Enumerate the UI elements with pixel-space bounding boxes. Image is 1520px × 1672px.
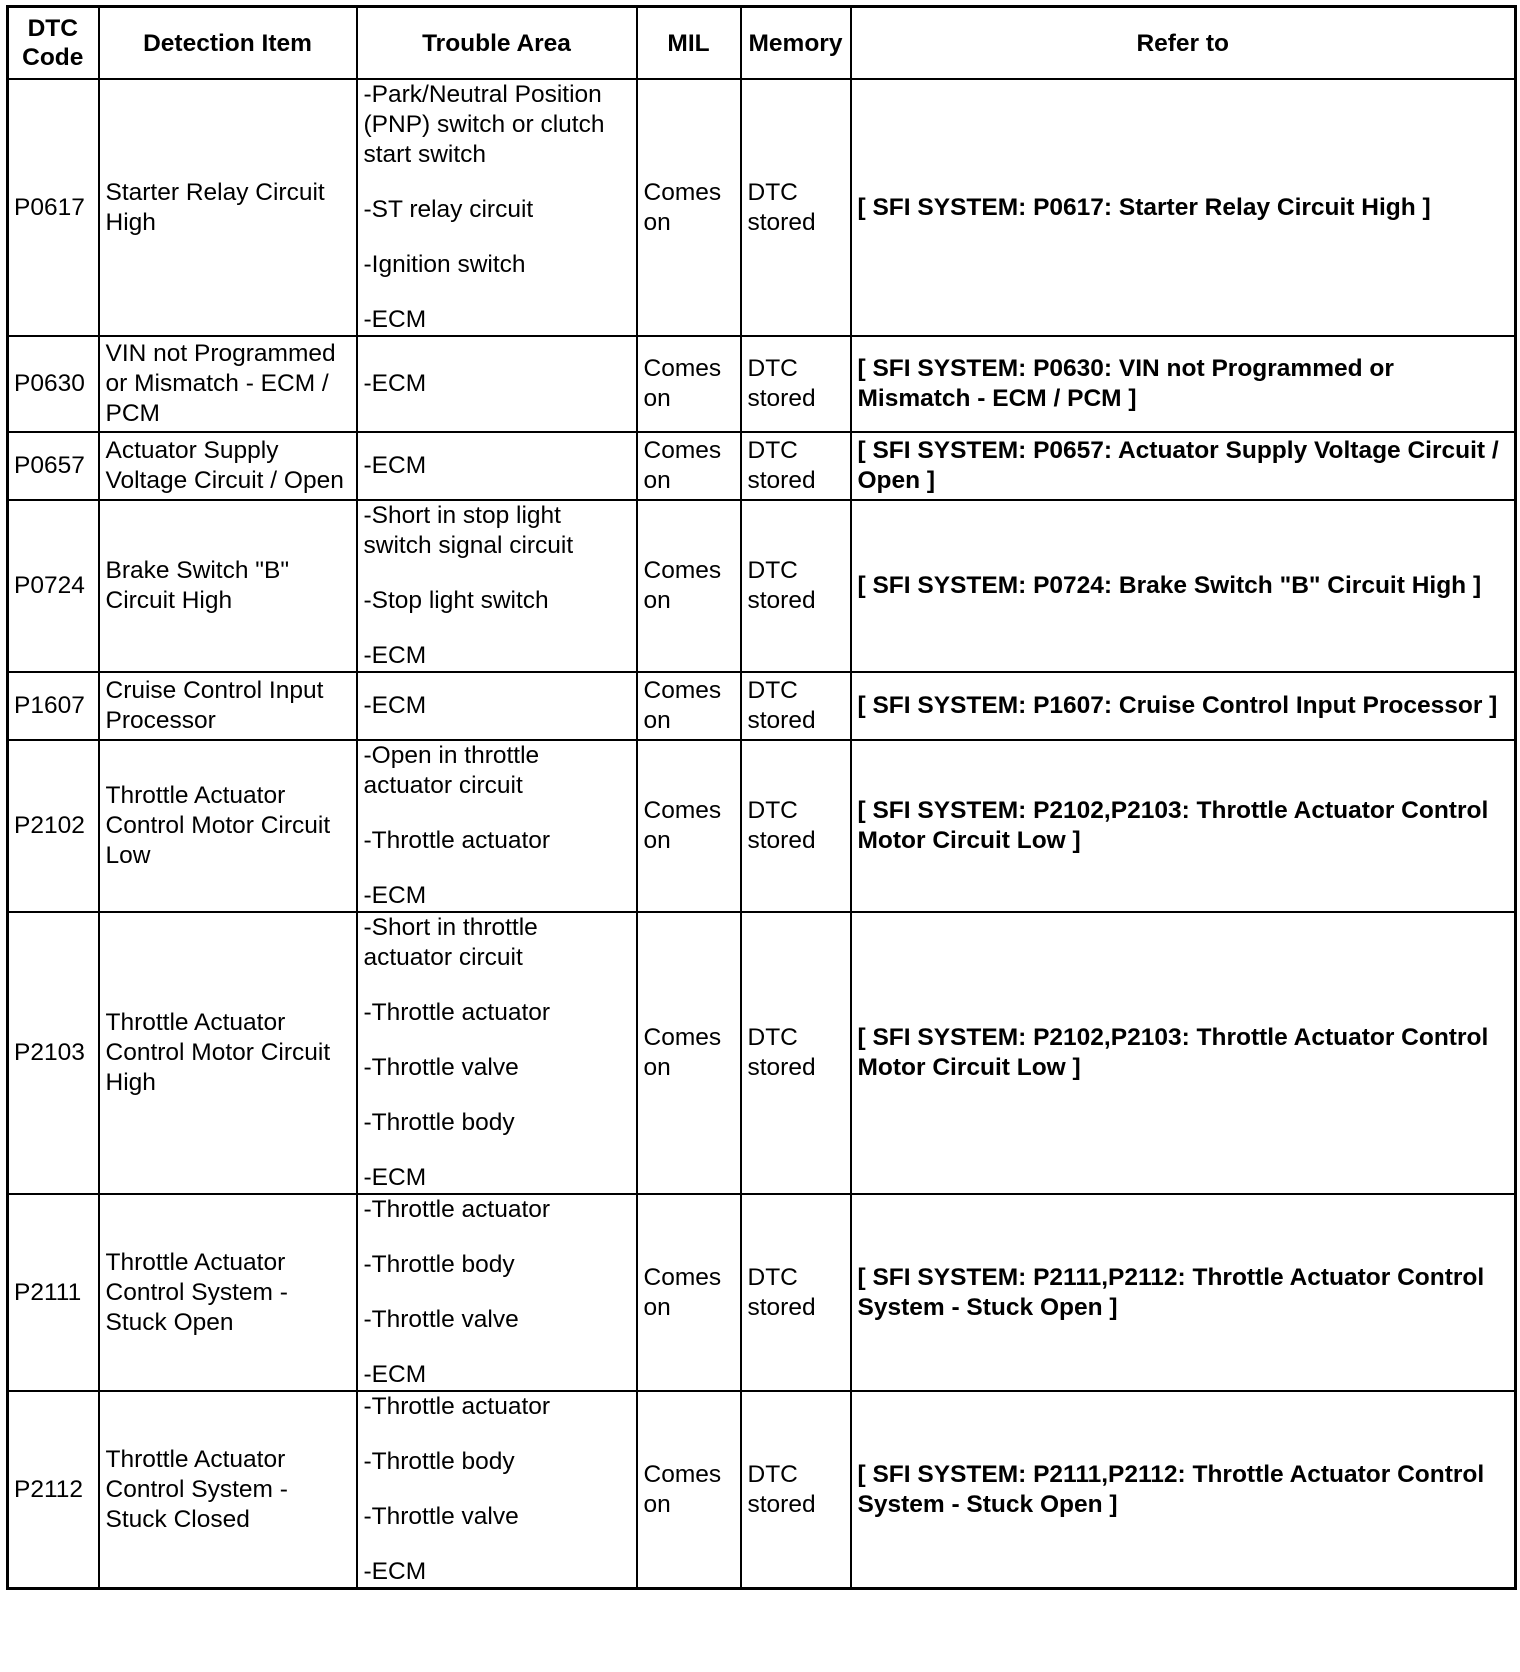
trouble-area-cell (357, 912, 637, 1194)
table-row (8, 1391, 1516, 1589)
table-row (8, 432, 1516, 500)
detection-item-cell: Starter Relay Circuit High (99, 79, 357, 336)
mil-cell: Comes on (637, 432, 741, 500)
table-row (8, 672, 1516, 740)
dtc-code-cell: P1607 (8, 672, 99, 740)
trouble-area-item: -Open in throttle actuator circuit (363, 742, 540, 799)
mil-cell: Comes on (637, 740, 741, 912)
dtc-code-cell: P0657 (8, 432, 99, 500)
dtc-code-cell: P2112 (8, 1391, 99, 1589)
refer-to-cell: [ SFI SYSTEM: P1607: Cruise Control Input Processor ] (851, 672, 1516, 740)
detection-item-cell: Throttle Actuator Control Motor Circuit High (99, 912, 357, 1194)
table-row (8, 79, 1516, 336)
header-memory: Memory (741, 7, 851, 80)
header-dtc-code: DTC Code (8, 7, 99, 80)
trouble-area-item: -Stop light switch (363, 587, 549, 614)
trouble-area-cell (357, 740, 637, 912)
trouble-area-item: -Ignition switch (363, 251, 526, 278)
detection-item-cell: Throttle Actuator Control System - Stuck Open (99, 1194, 357, 1391)
trouble-area-item: -Throttle body (363, 1109, 515, 1136)
memory-cell: DTC stored (741, 1194, 851, 1391)
refer-to-cell: [ SFI SYSTEM: P0657: Actuator Supply Voltage Circuit / Open ] (851, 432, 1516, 500)
mil-cell: Comes on (637, 500, 741, 672)
table-row (8, 1194, 1516, 1391)
mil-cell: Comes on (637, 79, 741, 336)
trouble-area-item: -Park/Neutral Position (PNP) switch or clutch start switch (363, 81, 605, 168)
header-mil: MIL (637, 7, 741, 80)
trouble-area-item: -Throttle valve (363, 1054, 519, 1081)
trouble-area-cell (357, 672, 637, 740)
trouble-area-item: -ECM (363, 306, 427, 333)
refer-to-cell: [ SFI SYSTEM: P2111,P2112: Throttle Actuator Control System - Stuck Open ] (851, 1194, 1516, 1391)
trouble-area-item: -Throttle valve (363, 1306, 519, 1333)
mil-cell: Comes on (637, 672, 741, 740)
detection-item-cell: Actuator Supply Voltage Circuit / Open (99, 432, 357, 500)
refer-to-cell: [ SFI SYSTEM: P2102,P2103: Throttle Actuator Control Motor Circuit Low ] (851, 912, 1516, 1194)
trouble-area-cell (357, 432, 637, 500)
detection-item-cell: VIN not Programmed or Mismatch - ECM / PCM (99, 336, 357, 432)
trouble-area-item: -Throttle body (363, 1448, 515, 1475)
trouble-area-cell (357, 500, 637, 672)
refer-to-cell: [ SFI SYSTEM: P2102,P2103: Throttle Actuator Control Motor Circuit Low ] (851, 740, 1516, 912)
memory-cell: DTC stored (741, 672, 851, 740)
refer-to-cell: [ SFI SYSTEM: P0617: Starter Relay Circuit High ] (851, 79, 1516, 336)
mil-cell: Comes on (637, 912, 741, 1194)
refer-to-cell: [ SFI SYSTEM: P2111,P2112: Throttle Actuator Control System - Stuck Open ] (851, 1391, 1516, 1589)
dtc-code-cell: P2111 (8, 1194, 99, 1391)
dtc-code-cell: P2102 (8, 740, 99, 912)
trouble-area-item: -Throttle actuator (363, 827, 551, 854)
header-row (8, 7, 1516, 80)
table-row (8, 336, 1516, 432)
dtc-code-cell: P0617 (8, 79, 99, 336)
header-trouble-area: Trouble Area (357, 7, 637, 80)
detection-item-cell: Cruise Control Input Processor (99, 672, 357, 740)
mil-cell: Comes on (637, 1194, 741, 1391)
trouble-area-item: -ECM (363, 692, 427, 719)
trouble-area-cell (357, 1194, 637, 1391)
memory-cell: DTC stored (741, 79, 851, 336)
trouble-area-item: -ECM (363, 1558, 427, 1585)
memory-cell: DTC stored (741, 912, 851, 1194)
detection-item-cell: Throttle Actuator Control Motor Circuit Low (99, 740, 357, 912)
trouble-area-item: -Throttle actuator (363, 1393, 551, 1420)
table-row (8, 912, 1516, 1194)
trouble-area-cell (357, 1391, 637, 1589)
trouble-area-item: -ECM (363, 370, 427, 397)
trouble-area-item: -Short in stop light switch signal circuit (363, 502, 574, 559)
trouble-area-item: -ECM (363, 452, 427, 479)
header-refer-to: Refer to (851, 7, 1516, 80)
trouble-area-item: -Throttle actuator (363, 999, 551, 1026)
mil-cell: Comes on (637, 336, 741, 432)
trouble-area-item: -ECM (363, 642, 427, 669)
memory-cell: DTC stored (741, 500, 851, 672)
dtc-code-cell: P2103 (8, 912, 99, 1194)
trouble-area-item: -ECM (363, 1361, 427, 1388)
trouble-area-item: -ECM (363, 1164, 427, 1191)
dtc-table (6, 5, 1517, 1590)
header-detection-item: Detection Item (99, 7, 357, 80)
memory-cell: DTC stored (741, 740, 851, 912)
refer-to-cell: [ SFI SYSTEM: P0630: VIN not Programmed or Mismatch - ECM / PCM ] (851, 336, 1516, 432)
detection-item-cell: Throttle Actuator Control System - Stuck Closed (99, 1391, 357, 1589)
trouble-area-item: -ECM (363, 882, 427, 909)
table-row (8, 740, 1516, 912)
memory-cell: DTC stored (741, 432, 851, 500)
dtc-code-cell: P0724 (8, 500, 99, 672)
trouble-area-item: -Throttle body (363, 1251, 515, 1278)
refer-to-cell: [ SFI SYSTEM: P0724: Brake Switch "B" Circuit High ] (851, 500, 1516, 672)
dtc-table-body (8, 79, 1516, 1589)
mil-cell: Comes on (637, 1391, 741, 1589)
memory-cell: DTC stored (741, 1391, 851, 1589)
trouble-area-cell (357, 336, 637, 432)
trouble-area-cell (357, 79, 637, 336)
trouble-area-item: -Throttle actuator (363, 1196, 551, 1223)
table-row (8, 500, 1516, 672)
trouble-area-item: -ST relay circuit (363, 196, 534, 223)
detection-item-cell: Brake Switch "B" Circuit High (99, 500, 357, 672)
memory-cell: DTC stored (741, 336, 851, 432)
trouble-area-item: -Throttle valve (363, 1503, 519, 1530)
dtc-code-cell: P0630 (8, 336, 99, 432)
trouble-area-item: -Short in throttle actuator circuit (363, 914, 538, 971)
